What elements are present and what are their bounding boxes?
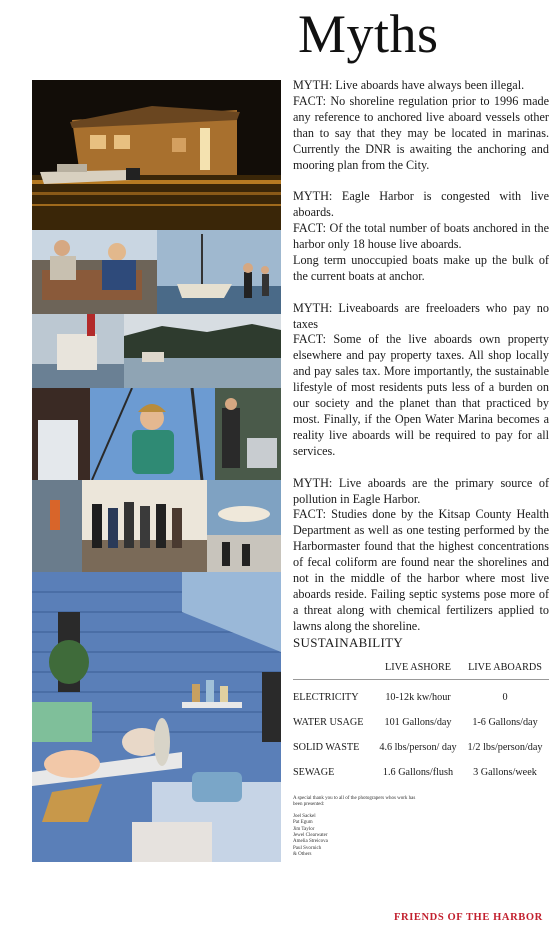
row-label: SOLID WASTE	[293, 742, 360, 753]
credit-name: & Others	[293, 852, 312, 858]
fact-statement: FACT: No shoreline regulation prior to 1996 made any reference to anchored live aboard vessels other than to say that they may be located in marinas. Currently the DNR is awaiting the anchoring and mooring plan from the City.	[293, 93, 549, 172]
myths-text	[293, 78, 549, 651]
credit-name: Jewel Clearwater	[293, 833, 328, 839]
credit-name: Joel Sackel	[293, 813, 316, 819]
table-row	[293, 680, 549, 706]
table-row	[293, 705, 549, 730]
photo-houseboat-sunset	[32, 80, 281, 230]
credit-name: Paul Svornich	[293, 845, 322, 851]
sustainability-table	[293, 662, 549, 780]
fact-statement: FACT: Studies done by the Kitsap County Health Department as well as one testing performed by the Harbormaster found that the highest concentrations of fecal coliform are found near the shorelines and not in the middle of the harbor where most live aboards reside. Failing septic systems pose more of a threat along with chemical fertilizers applied to lawns along the shoreline.	[293, 507, 549, 633]
aboard-value: 3 Gallons/week	[473, 767, 537, 778]
aboard-value: 1/2 lbs/person/day	[467, 742, 543, 753]
table-header-row	[293, 662, 549, 680]
photo-credits	[293, 796, 423, 859]
column-header	[293, 662, 375, 680]
fact-statement: Long term unoccupied boats make up the bulk of the current boats at anchor.	[293, 252, 549, 283]
table-row	[293, 730, 549, 755]
photo-people-on-boats	[32, 230, 281, 314]
row-label: WATER USAGE	[293, 717, 364, 728]
credit-name: Jim Taylor	[293, 826, 315, 832]
ashore-value: 1.6 Gallons/flush	[382, 767, 454, 778]
aboard-value: 1-6 Gallons/day	[472, 717, 538, 728]
sustainability-heading: SUSTAINABILITY	[293, 635, 404, 650]
aboard-value: 0	[502, 692, 508, 703]
myth-statement: MYTH: Live aboards are the primary source of pollution in Eagle Harbor.	[293, 475, 549, 506]
photo-collage	[32, 80, 281, 862]
table-row	[293, 755, 549, 780]
myth-statement: MYTH: Eagle Harbor is congested with live aboards.	[293, 189, 549, 220]
credit-name: Pat Egum	[293, 820, 313, 826]
credits-intro: A special thank you to all of the photograpers whos work has been presented:	[293, 796, 416, 808]
photo-boy-life-vest	[32, 388, 281, 480]
photo-docks-crowd	[32, 480, 281, 572]
column-header: LIVE ASHORE	[375, 662, 461, 680]
photo-blue-cabin-interior	[32, 572, 281, 862]
fact-statement: FACT: Of the total number of boats anchored in the harbor only 18 house live aboards.	[293, 221, 549, 252]
row-label: ELECTRICITY	[293, 692, 359, 703]
row-label: SEWAGE	[293, 767, 335, 778]
myth-block	[293, 78, 549, 173]
myth-statement: MYTH: Liveaboards are freeloaders who pay no taxes	[293, 300, 549, 331]
myth-block	[293, 476, 549, 635]
ashore-value: 101 Gallons/day	[384, 717, 452, 728]
footer-organization: FRIENDS OF THE HARBOR	[394, 912, 543, 923]
myth-statement: MYTH: Live aboards have always been illegal.	[293, 78, 525, 92]
ashore-value: 4.6 lbs/person/ day	[379, 742, 457, 753]
photo-marina-shoreline	[32, 314, 281, 388]
column-header: LIVE ABOARDS	[461, 662, 549, 680]
fact-statement: FACT: Some of the live aboards own property elsewhere and pay property taxes. All shop locally and pay sales tax. More importantly, the sustainable lifestyle of most residents puts less of a burden on our society and the planet than that practiced by most. Finally, if the Open Water Marina becomes a reality live aboards will be required to pay for all services.	[293, 332, 549, 458]
myth-block	[293, 301, 549, 460]
page-title: Myths	[298, 4, 439, 64]
ashore-value: 10-12k kw/hour	[385, 692, 451, 703]
credit-name: Amelia Streicova	[293, 839, 328, 845]
myth-block	[293, 189, 549, 284]
